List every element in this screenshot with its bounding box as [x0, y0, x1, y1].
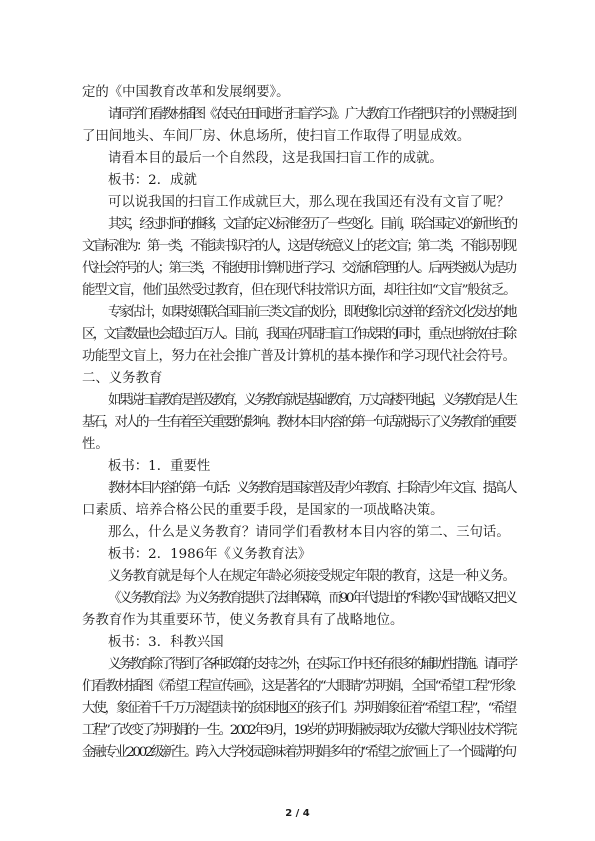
- text-line: 工程”了改变了苏明娟的一生。2002年9月，19岁的苏明娟被录取为安徽大学职业技术学院: [82, 723, 516, 738]
- text-line: 请同学们看教材插图《农民在田间进行扫盲学习》。广大教育工作者把识字的小黑板挂到: [108, 107, 515, 122]
- page-number: 2 / 4: [285, 808, 310, 819]
- text-line: 基石，对人的一生有着至关重要的影响。教材本目内容的第一句话就揭示了义务教育的重要: [82, 415, 515, 430]
- text-line: 金融专业2002级新生。跨入大学校园意味着苏明娟多年的“希望之旅”画上了一个圆满的句: [82, 745, 515, 760]
- text-line: 专家估计，如果按照联合国目前三类文盲的划分，即使像北京这样的经济文化发达的地: [108, 305, 515, 320]
- board-note: 板书：2．1986年《义务教育法》: [108, 547, 312, 562]
- text-line: 文盲标准为：第一类，不能读书识字的人，这是传统意义上的老文盲；第二类，不能识别现: [82, 239, 515, 254]
- board-note: 板书：1．重要性: [108, 459, 211, 474]
- text-line: 义务教育就是每个人在规定年龄必须接受规定年限的教育，这是一种义务。: [108, 569, 515, 584]
- section-heading: 二、义务教育: [82, 371, 163, 386]
- board-note: 板书：2．成就: [108, 173, 197, 188]
- text-line: 《义务教育法》为义务教育提供了法律保障，而90年代提出的“科教兴国”战略又把义: [108, 591, 516, 606]
- text-line: 口素质、培养合格公民的重要手段，是国家的一项战略决策。: [82, 503, 444, 518]
- text-line: 定的《中国教育改革和发展纲要》。: [82, 85, 290, 100]
- text-line: 能型文盲，他们虽然受过教育，但在现代科技常识方面，却往往如“文盲”般贫乏。: [82, 283, 516, 298]
- text-line: 了田间地头、车间厂房、休息场所，使扫盲工作取得了明显成效。: [82, 129, 471, 144]
- text-line: 可以说我国的扫盲工作成就巨大，那么现在我国还有没有文盲了呢？: [108, 195, 510, 210]
- text-line: 性。: [82, 437, 109, 452]
- text-line: 义务教育除了得到了各种政策的支持之外，在实际工作中还有很多的辅助性措施。请同学: [108, 657, 516, 672]
- text-line: 代社会符号的人；第三类，不能使用计算机进行学习、交流和管理的人。后两类被认为是功: [82, 261, 515, 276]
- text-line: 务教育作为其重要环节，使义务教育具有了战略地位。: [82, 613, 404, 628]
- text-line: 区，文盲数量也会超过百万人。目前，我国在巩固扫盲工作成果的同时，重点也将放在扫除: [82, 327, 515, 342]
- text-line: 们看教材插图《希望工程宣传画》，这是著名的“大眼睛”苏明娟，全国“希望工程”形象: [82, 679, 515, 694]
- text-line: 功能型文盲上，努力在社会推广普及计算机的基本操作和学习现代社会符号。: [82, 349, 516, 364]
- text-line: 请看本目的最后一个自然段，这是我国扫盲工作的成就。: [108, 151, 443, 166]
- text-line: 其实，经过时间的推移，文盲的定义标准经历了一些变化。目前，联合国定义的新世纪的: [108, 217, 516, 232]
- text-line: 如果说扫盲教育是普及教育，义务教育就是基础教育，万丈高楼平地起，义务教育是人生: [108, 393, 516, 408]
- text-line: 教材本目内容的第一句话：义务教育是国家普及青少年教育、扫除青少年文盲、提高人: [108, 481, 515, 496]
- text-line: 那么，什么是义务教育？请同学们看教材本目内容的第二、三句话。: [108, 525, 510, 540]
- text-line: 大使，象征着千千万万渴望读书的贫困地区的孩子们。苏明娟象征着“希望工程”，“希望: [82, 701, 515, 716]
- board-note: 板书：3．科教兴国: [108, 635, 224, 650]
